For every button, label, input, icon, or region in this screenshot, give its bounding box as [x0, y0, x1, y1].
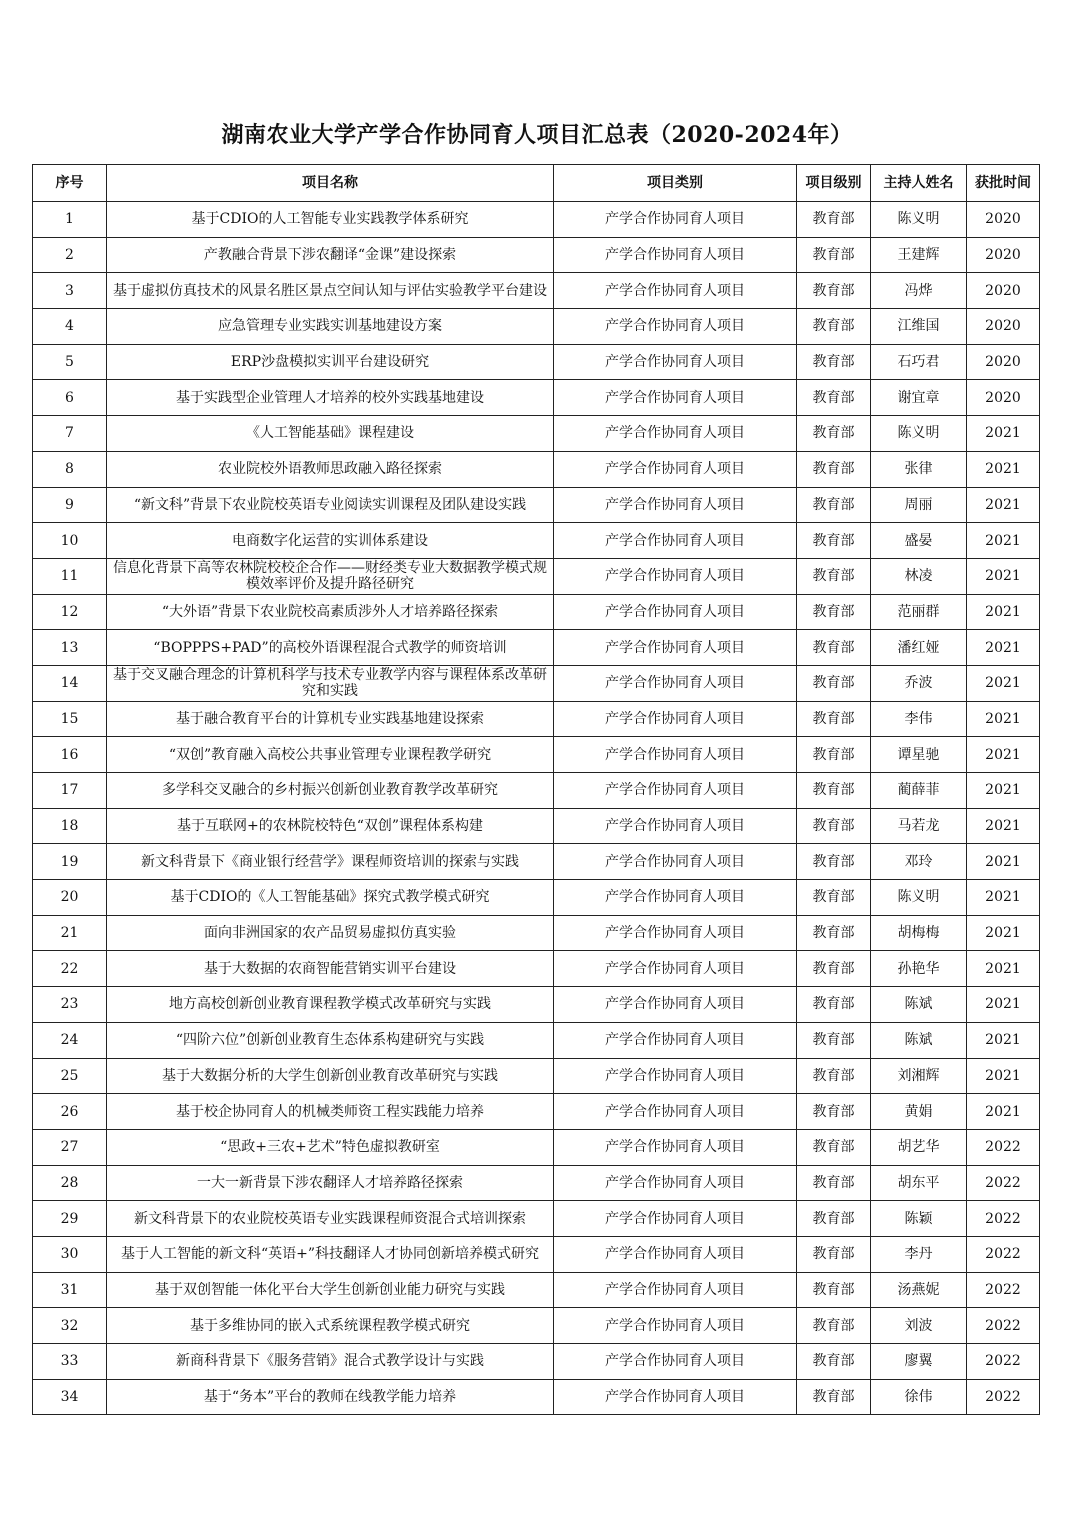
cell-name: 基于CDIO的《人工智能基础》探究式教学模式研究 [107, 880, 554, 916]
cell-name: 新商科背景下《服务营销》混合式教学设计与实践 [107, 1344, 554, 1380]
table-row [33, 202, 1040, 238]
table-row [33, 737, 1040, 773]
cell-no: 27 [33, 1129, 107, 1165]
cell-no: 14 [33, 665, 107, 701]
cell-no: 22 [33, 951, 107, 987]
cell-name: “BOPPPS+PAD”的高校外语课程混合式教学的师资培训 [107, 630, 554, 666]
cell-level: 教育部 [797, 1308, 871, 1344]
table-row [33, 344, 1040, 380]
cell-host: 李伟 [871, 701, 967, 737]
cell-year: 2021 [967, 451, 1040, 487]
cell-year: 2021 [967, 808, 1040, 844]
table-row [33, 951, 1040, 987]
table-row [33, 630, 1040, 666]
cell-year: 2020 [967, 344, 1040, 380]
header-name: 项目名称 [107, 165, 554, 202]
cell-year: 2022 [967, 1379, 1040, 1415]
cell-year: 2021 [967, 737, 1040, 773]
cell-year: 2021 [967, 665, 1040, 701]
cell-no: 6 [33, 380, 107, 416]
cell-year: 2020 [967, 309, 1040, 345]
cell-category: 产学合作协同育人项目 [554, 273, 797, 309]
cell-name: “双创”教育融入高校公共事业管理专业课程教学研究 [107, 737, 554, 773]
cell-level: 教育部 [797, 1272, 871, 1308]
cell-year: 2021 [967, 915, 1040, 951]
cell-host: 李丹 [871, 1236, 967, 1272]
cell-no: 31 [33, 1272, 107, 1308]
table-row [33, 558, 1040, 594]
table-row [33, 880, 1040, 916]
cell-name: “四阶六位”创新创业教育生态体系构建研究与实践 [107, 1022, 554, 1058]
cell-host: 邓玲 [871, 844, 967, 880]
cell-category: 产学合作协同育人项目 [554, 1201, 797, 1237]
page-title: 湖南农业大学产学合作协同育人项目汇总表（2020-2024年） [221, 122, 853, 148]
cell-no: 8 [33, 451, 107, 487]
table-row [33, 523, 1040, 559]
cell-year: 2021 [967, 844, 1040, 880]
cell-host: 张律 [871, 451, 967, 487]
cell-no: 11 [33, 558, 107, 594]
cell-no: 10 [33, 523, 107, 559]
cell-category: 产学合作协同育人项目 [554, 880, 797, 916]
table-row [33, 844, 1040, 880]
cell-category: 产学合作协同育人项目 [554, 844, 797, 880]
cell-no: 33 [33, 1344, 107, 1380]
cell-level: 教育部 [797, 630, 871, 666]
cell-category: 产学合作协同育人项目 [554, 808, 797, 844]
cell-year: 2022 [967, 1272, 1040, 1308]
cell-name: 基于实践型企业管理人才培养的校外实践基地建设 [107, 380, 554, 416]
cell-level: 教育部 [797, 344, 871, 380]
cell-name: 面向非洲国家的农产品贸易虚拟仿真实验 [107, 915, 554, 951]
cell-level: 教育部 [797, 451, 871, 487]
cell-name: 信息化背景下高等农林院校校企合作——财经类专业大数据教学模式规模效率评价及提升路径研究 [107, 558, 554, 594]
cell-name: 电商数字化运营的实训体系建设 [107, 523, 554, 559]
cell-name: 产教融合背景下涉农翻译“金课”建设探索 [107, 237, 554, 273]
cell-level: 教育部 [797, 773, 871, 809]
cell-category: 产学合作协同育人项目 [554, 630, 797, 666]
cell-level: 教育部 [797, 737, 871, 773]
cell-level: 教育部 [797, 594, 871, 630]
cell-no: 12 [33, 594, 107, 630]
cell-no: 20 [33, 880, 107, 916]
cell-host: 范丽群 [871, 594, 967, 630]
header-level: 项目级别 [797, 165, 871, 202]
cell-no: 7 [33, 416, 107, 452]
cell-category: 产学合作协同育人项目 [554, 1379, 797, 1415]
table-row [33, 237, 1040, 273]
cell-level: 教育部 [797, 487, 871, 523]
cell-category: 产学合作协同育人项目 [554, 1344, 797, 1380]
cell-name: 新文科背景下的农业院校英语专业实践课程师资混合式培训探索 [107, 1201, 554, 1237]
cell-no: 32 [33, 1308, 107, 1344]
cell-year: 2021 [967, 880, 1040, 916]
cell-level: 教育部 [797, 1022, 871, 1058]
cell-year: 2021 [967, 773, 1040, 809]
cell-year: 2020 [967, 273, 1040, 309]
cell-level: 教育部 [797, 1165, 871, 1201]
table-row [33, 273, 1040, 309]
cell-no: 26 [33, 1094, 107, 1130]
table-row [33, 987, 1040, 1023]
cell-level: 教育部 [797, 237, 871, 273]
cell-name: 基于互联网+的农林院校特色“双创”课程体系构建 [107, 808, 554, 844]
cell-host: 冯烨 [871, 273, 967, 309]
cell-no: 23 [33, 987, 107, 1023]
cell-level: 教育部 [797, 273, 871, 309]
cell-category: 产学合作协同育人项目 [554, 701, 797, 737]
cell-category: 产学合作协同育人项目 [554, 1058, 797, 1094]
cell-host: 陈颖 [871, 1201, 967, 1237]
cell-category: 产学合作协同育人项目 [554, 773, 797, 809]
cell-host: 徐伟 [871, 1379, 967, 1415]
cell-category: 产学合作协同育人项目 [554, 1022, 797, 1058]
cell-name: “新文科”背景下农业院校英语专业阅读实训课程及团队建设实践 [107, 487, 554, 523]
cell-year: 2021 [967, 987, 1040, 1023]
cell-no: 30 [33, 1236, 107, 1272]
table-row [33, 594, 1040, 630]
table-row [33, 1272, 1040, 1308]
table-row [33, 1344, 1040, 1380]
cell-year: 2022 [967, 1129, 1040, 1165]
cell-level: 教育部 [797, 416, 871, 452]
cell-name: 多学科交叉融合的乡村振兴创新创业教育教学改革研究 [107, 773, 554, 809]
cell-no: 28 [33, 1165, 107, 1201]
table-row [33, 309, 1040, 345]
cell-year: 2022 [967, 1165, 1040, 1201]
cell-no: 4 [33, 309, 107, 345]
table-row [33, 416, 1040, 452]
cell-no: 19 [33, 844, 107, 880]
table-row [33, 1129, 1040, 1165]
cell-host: 陈斌 [871, 1022, 967, 1058]
cell-level: 教育部 [797, 380, 871, 416]
cell-level: 教育部 [797, 1236, 871, 1272]
cell-host: 胡东平 [871, 1165, 967, 1201]
cell-host: 周丽 [871, 487, 967, 523]
cell-year: 2021 [967, 1022, 1040, 1058]
cell-level: 教育部 [797, 880, 871, 916]
cell-name: 应急管理专业实践实训基地建设方案 [107, 309, 554, 345]
cell-no: 13 [33, 630, 107, 666]
cell-category: 产学合作协同育人项目 [554, 1129, 797, 1165]
cell-level: 教育部 [797, 1094, 871, 1130]
cell-category: 产学合作协同育人项目 [554, 202, 797, 238]
cell-category: 产学合作协同育人项目 [554, 1308, 797, 1344]
cell-name: 基于“务本”平台的教师在线教学能力培养 [107, 1379, 554, 1415]
cell-name: 农业院校外语教师思政融入路径探索 [107, 451, 554, 487]
cell-no: 29 [33, 1201, 107, 1237]
cell-name: “大外语”背景下农业院校高素质涉外人才培养路径探索 [107, 594, 554, 630]
cell-name: 基于虚拟仿真技术的风景名胜区景点空间认知与评估实验教学平台建设 [107, 273, 554, 309]
cell-no: 5 [33, 344, 107, 380]
cell-name: 地方高校创新创业教育课程教学模式改革研究与实践 [107, 987, 554, 1023]
cell-category: 产学合作协同育人项目 [554, 487, 797, 523]
cell-category: 产学合作协同育人项目 [554, 309, 797, 345]
table-row [33, 665, 1040, 701]
cell-year: 2021 [967, 951, 1040, 987]
table-row [33, 1308, 1040, 1344]
cell-host: 刘波 [871, 1308, 967, 1344]
cell-year: 2022 [967, 1236, 1040, 1272]
table-body [33, 202, 1040, 1415]
cell-category: 产学合作协同育人项目 [554, 1165, 797, 1201]
cell-year: 2021 [967, 558, 1040, 594]
cell-no: 16 [33, 737, 107, 773]
cell-year: 2021 [967, 630, 1040, 666]
table-row [33, 1379, 1040, 1415]
cell-name: 《人工智能基础》课程建设 [107, 416, 554, 452]
cell-level: 教育部 [797, 1058, 871, 1094]
cell-host: 刘湘辉 [871, 1058, 967, 1094]
cell-year: 2020 [967, 202, 1040, 238]
table-row [33, 915, 1040, 951]
cell-category: 产学合作协同育人项目 [554, 737, 797, 773]
cell-year: 2020 [967, 237, 1040, 273]
cell-host: 黄娟 [871, 1094, 967, 1130]
cell-level: 教育部 [797, 951, 871, 987]
cell-category: 产学合作协同育人项目 [554, 1094, 797, 1130]
cell-no: 15 [33, 701, 107, 737]
table-row [33, 701, 1040, 737]
cell-host: 马若龙 [871, 808, 967, 844]
table-row [33, 487, 1040, 523]
cell-name: 基于多维协同的嵌入式系统课程教学模式研究 [107, 1308, 554, 1344]
cell-category: 产学合作协同育人项目 [554, 344, 797, 380]
cell-level: 教育部 [797, 1379, 871, 1415]
header-host: 主持人姓名 [871, 165, 967, 202]
cell-name: 基于融合教育平台的计算机专业实践基地建设探索 [107, 701, 554, 737]
cell-host: 陈斌 [871, 987, 967, 1023]
cell-name: 基于人工智能的新文科“英语+”科技翻译人才协同创新培养模式研究 [107, 1236, 554, 1272]
cell-host: 潘红娅 [871, 630, 967, 666]
cell-name: 新文科背景下《商业银行经营学》课程师资培训的探索与实践 [107, 844, 554, 880]
cell-host: 廖翼 [871, 1344, 967, 1380]
cell-host: 石巧君 [871, 344, 967, 380]
cell-host: 江维国 [871, 309, 967, 345]
table-row [33, 1094, 1040, 1130]
cell-name: 基于交叉融合理念的计算机科学与技术专业教学内容与课程体系改革研究和实践 [107, 665, 554, 701]
cell-level: 教育部 [797, 987, 871, 1023]
cell-name: 一大一新背景下涉农翻译人才培养路径探索 [107, 1165, 554, 1201]
cell-name: 基于大数据的农商智能营销实训平台建设 [107, 951, 554, 987]
table-header-row [33, 165, 1040, 202]
cell-host: 胡艺华 [871, 1129, 967, 1165]
cell-host: 蔺薛菲 [871, 773, 967, 809]
cell-host: 孙艳华 [871, 951, 967, 987]
cell-level: 教育部 [797, 558, 871, 594]
table-row [33, 808, 1040, 844]
table-row [33, 451, 1040, 487]
cell-name: 基于CDIO的人工智能专业实践教学体系研究 [107, 202, 554, 238]
cell-host: 胡梅梅 [871, 915, 967, 951]
cell-level: 教育部 [797, 1201, 871, 1237]
cell-host: 王建辉 [871, 237, 967, 273]
cell-year: 2021 [967, 701, 1040, 737]
cell-no: 3 [33, 273, 107, 309]
cell-host: 陈义明 [871, 202, 967, 238]
cell-category: 产学合作协同育人项目 [554, 558, 797, 594]
cell-level: 教育部 [797, 844, 871, 880]
table-row [33, 1236, 1040, 1272]
cell-year: 2021 [967, 487, 1040, 523]
cell-level: 教育部 [797, 665, 871, 701]
cell-no: 9 [33, 487, 107, 523]
cell-category: 产学合作协同育人项目 [554, 665, 797, 701]
cell-name: 基于双创智能一体化平台大学生创新创业能力研究与实践 [107, 1272, 554, 1308]
cell-host: 陈义明 [871, 880, 967, 916]
cell-year: 2022 [967, 1308, 1040, 1344]
cell-host: 乔波 [871, 665, 967, 701]
cell-category: 产学合作协同育人项目 [554, 451, 797, 487]
cell-year: 2021 [967, 1094, 1040, 1130]
cell-no: 1 [33, 202, 107, 238]
cell-level: 教育部 [797, 915, 871, 951]
cell-no: 2 [33, 237, 107, 273]
table-row [33, 380, 1040, 416]
cell-year: 2022 [967, 1344, 1040, 1380]
header-no: 序号 [33, 165, 107, 202]
cell-category: 产学合作协同育人项目 [554, 951, 797, 987]
cell-name: 基于校企协同育人的机械类师资工程实践能力培养 [107, 1094, 554, 1130]
cell-year: 2021 [967, 523, 1040, 559]
cell-no: 18 [33, 808, 107, 844]
cell-host: 谢宜章 [871, 380, 967, 416]
cell-name: 基于大数据分析的大学生创新创业教育改革研究与实践 [107, 1058, 554, 1094]
table-row [33, 1058, 1040, 1094]
cell-host: 汤燕妮 [871, 1272, 967, 1308]
cell-host: 林凌 [871, 558, 967, 594]
cell-level: 教育部 [797, 1129, 871, 1165]
cell-year: 2021 [967, 594, 1040, 630]
cell-level: 教育部 [797, 1344, 871, 1380]
cell-year: 2022 [967, 1201, 1040, 1237]
cell-level: 教育部 [797, 309, 871, 345]
cell-no: 25 [33, 1058, 107, 1094]
table-row [33, 773, 1040, 809]
cell-host: 谭星驰 [871, 737, 967, 773]
table-row [33, 1201, 1040, 1237]
cell-category: 产学合作协同育人项目 [554, 1272, 797, 1308]
cell-category: 产学合作协同育人项目 [554, 594, 797, 630]
table-row [33, 1022, 1040, 1058]
cell-category: 产学合作协同育人项目 [554, 237, 797, 273]
cell-no: 24 [33, 1022, 107, 1058]
cell-category: 产学合作协同育人项目 [554, 915, 797, 951]
cell-year: 2020 [967, 380, 1040, 416]
cell-category: 产学合作协同育人项目 [554, 987, 797, 1023]
cell-year: 2021 [967, 416, 1040, 452]
cell-level: 教育部 [797, 523, 871, 559]
cell-level: 教育部 [797, 202, 871, 238]
cell-category: 产学合作协同育人项目 [554, 380, 797, 416]
cell-level: 教育部 [797, 808, 871, 844]
cell-no: 34 [33, 1379, 107, 1415]
cell-level: 教育部 [797, 701, 871, 737]
cell-category: 产学合作协同育人项目 [554, 416, 797, 452]
header-category: 项目类别 [554, 165, 797, 202]
projects-table [32, 164, 1040, 1415]
cell-name: ERP沙盘模拟实训平台建设研究 [107, 344, 554, 380]
cell-no: 21 [33, 915, 107, 951]
cell-host: 盛晏 [871, 523, 967, 559]
cell-no: 17 [33, 773, 107, 809]
cell-category: 产学合作协同育人项目 [554, 523, 797, 559]
table-row [33, 1165, 1040, 1201]
header-year: 获批时间 [967, 165, 1040, 202]
cell-category: 产学合作协同育人项目 [554, 1236, 797, 1272]
cell-year: 2021 [967, 1058, 1040, 1094]
cell-host: 陈义明 [871, 416, 967, 452]
cell-name: “思政+三农+艺术”特色虚拟教研室 [107, 1129, 554, 1165]
